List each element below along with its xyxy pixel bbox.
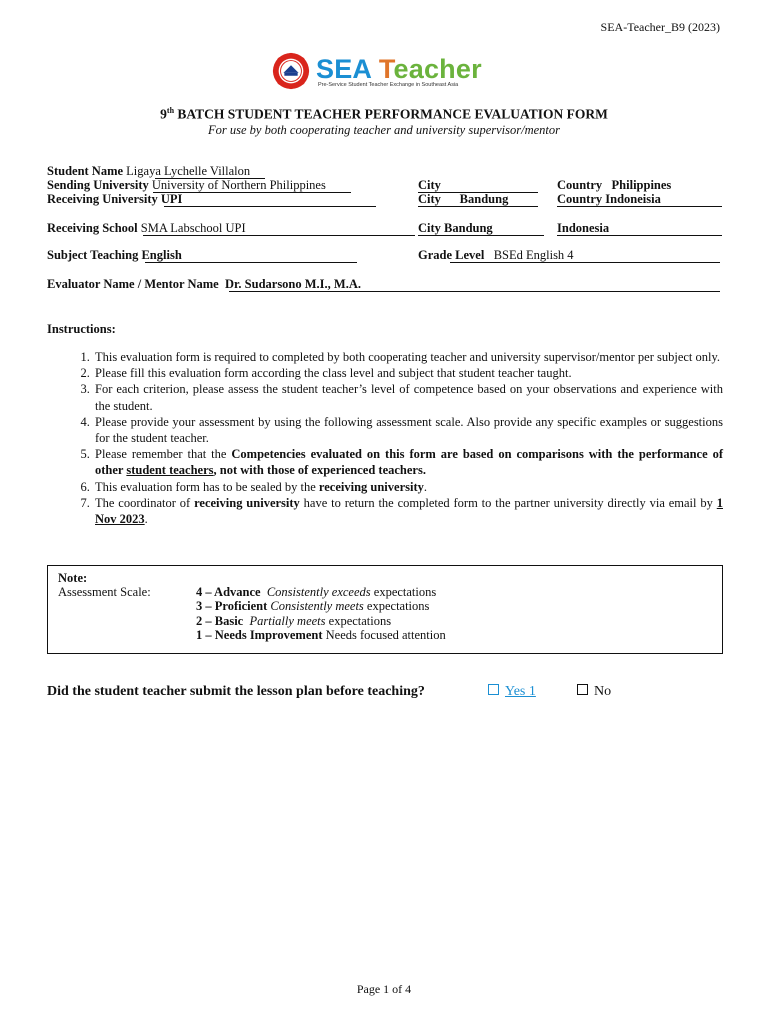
evaluator-row <box>47 277 361 292</box>
subject-teaching-label: Subject Teaching <box>47 248 139 262</box>
subject-teaching-value[interactable]: English <box>141 248 182 262</box>
assessment-scale-note <box>47 565 723 654</box>
city3-line <box>418 235 544 236</box>
scale-level-label: 2 – Basic <box>196 613 244 628</box>
receiving-school-label: Receiving School <box>47 221 138 235</box>
assessment-scale-label: Assessment Scale: <box>58 585 151 599</box>
country2-value[interactable]: Indoneisia <box>605 192 661 206</box>
receiving-university-line <box>164 206 376 207</box>
instruction-7-deadline: 1 Nov 2023 <box>95 495 723 527</box>
country3-value[interactable]: Indonesia <box>557 221 610 235</box>
city-label: City <box>418 178 441 192</box>
logo-wordmark <box>316 55 482 83</box>
instruction-6-bold: receiving university <box>318 479 424 494</box>
country-row <box>557 178 671 193</box>
logo-word-t: T <box>378 53 394 84</box>
scale-level-label: 1 – Needs Improvement <box>196 627 323 642</box>
instruction-item: 3. For each criterion, please assess the student teacher’s level of competence based on your observations and experience with the student. <box>93 381 723 413</box>
form-subtitle: For use by both cooperating teacher and university supervisor/mentor <box>207 123 561 137</box>
scale-level-desc: expectations <box>363 599 430 614</box>
scale-level-label: 4 – Advance <box>196 585 261 599</box>
instruction-5-bold-end: , not with those of experienced teachers. <box>213 463 426 478</box>
receiving-school-row <box>47 221 246 236</box>
no-option-label: No <box>594 684 612 699</box>
sending-university-line <box>153 192 351 193</box>
yes-option[interactable] <box>488 684 536 700</box>
instructions-heading: Instructions: <box>47 322 116 336</box>
sending-university-value[interactable]: University of Northern Philippines <box>151 178 326 192</box>
seameo-seal-icon <box>272 52 310 90</box>
country2-line <box>557 206 722 207</box>
student-name-row <box>47 164 250 179</box>
scale-level-label: 3 – Proficient <box>196 599 268 614</box>
checkbox-icon[interactable] <box>577 684 588 695</box>
instruction-item: 1. This evaluation form is required to completed by both cooperating teacher and university supervisor/mentor per subject only. <box>93 349 723 365</box>
receiving-university-value[interactable]: UPI <box>160 192 183 206</box>
instruction-5-underlined: student teachers <box>126 463 214 478</box>
country2-row <box>557 192 661 207</box>
grade-level-row <box>418 248 574 263</box>
title-ordinal: 9 <box>160 106 167 122</box>
sending-university-label: Sending University <box>47 178 149 192</box>
document-code: SEA-Teacher_B9 (2023) <box>600 20 720 34</box>
receiving-school-value[interactable]: SMA Labschool UPI <box>140 221 246 235</box>
scale-level-row <box>196 614 446 628</box>
instruction-6-end: . <box>423 479 427 494</box>
instruction-item: 2. Please fill this evaluation form according the class level and subject that student teacher taught. <box>93 365 723 381</box>
city2-row <box>418 192 508 207</box>
instruction-7-text-mid: have to return the completed form to the partner university directly via email by <box>299 495 717 510</box>
country-value[interactable]: Philippines <box>611 178 672 192</box>
scale-level-desc: expectations <box>370 585 437 599</box>
logo-word-eacher: eacher <box>393 53 482 84</box>
assessment-scale-list <box>196 585 446 642</box>
receiving-school-line <box>143 235 415 236</box>
logo-word-sea: SEA <box>316 53 372 84</box>
instruction-5-bold: Competencies evaluated on this form are based on comparisons with the performance of other <box>95 447 723 478</box>
checkbox-icon[interactable] <box>488 684 499 695</box>
form-title <box>0 106 768 123</box>
lesson-plan-question: Did the student teacher submit the lesson plan before teaching? <box>47 684 425 699</box>
country2-label: Country <box>557 192 603 206</box>
grade-level-line <box>450 262 720 263</box>
city2-label: City <box>418 192 441 206</box>
instruction-item <box>93 446 723 478</box>
scale-level-row <box>196 585 446 599</box>
grade-level-value[interactable]: BSEd English 4 <box>493 248 574 262</box>
sea-teacher-logo <box>272 50 482 92</box>
subject-teaching-line <box>145 262 357 263</box>
title-ordinal-suffix: th <box>166 106 175 115</box>
grade-level-label: Grade Level <box>418 248 485 262</box>
instruction-7-text: The coordinator of <box>95 495 195 510</box>
note-label: Note: <box>58 571 88 585</box>
instruction-item: 4. Please provide your assessment by using the following assessment scale. Also provide any specific examples or suggestions for the student teacher. <box>93 414 723 446</box>
instruction-5-text: Please remember that the <box>95 447 232 462</box>
city2-value[interactable]: Bandung <box>459 192 509 206</box>
scale-level-emphasis: Consistently meets <box>270 599 364 614</box>
scale-level-desc: Needs focused attention <box>325 627 446 642</box>
instruction-item <box>93 495 723 527</box>
scale-level-emphasis: Consistently exceeds <box>266 585 371 599</box>
title-text: BATCH STUDENT TEACHER PERFORMANCE EVALUATION FORM <box>174 106 608 122</box>
country3-line <box>557 235 722 236</box>
student-name-value[interactable]: Ligaya Lychelle Villalon <box>126 164 251 178</box>
subject-teaching-row <box>47 248 182 263</box>
instruction-7-end: . <box>144 512 148 527</box>
sending-university-row <box>47 178 326 193</box>
no-option[interactable] <box>577 684 611 700</box>
logo-tagline: Pre-Service Student Teacher Exchange in Southeast Asia <box>318 81 459 88</box>
evaluator-value[interactable]: Dr. Sudarsono M.I., M.A. <box>224 277 361 291</box>
yes-option-label: Yes 1 <box>505 684 536 699</box>
scale-level-row <box>196 628 446 642</box>
city3-value[interactable]: City Bandung <box>418 221 493 235</box>
evaluator-label: Evaluator Name / Mentor Name <box>47 277 219 291</box>
page-number: Page 1 of 4 <box>356 982 412 996</box>
instruction-7-bold: receiving university <box>194 495 300 510</box>
country-label: Country <box>557 178 603 192</box>
city2-line <box>418 206 538 207</box>
scale-level-emphasis: Partially meets <box>249 613 326 628</box>
student-name-label: Student Name <box>47 164 124 178</box>
instruction-6-text: This evaluation form has to be sealed by the <box>95 479 319 494</box>
instructions-list <box>47 349 723 527</box>
instruction-item <box>93 479 723 495</box>
receiving-university-label: Receiving University <box>47 192 158 206</box>
evaluator-line <box>229 291 720 292</box>
scale-level-row <box>196 599 446 613</box>
receiving-university-row <box>47 192 182 207</box>
scale-level-desc: expectations <box>325 613 392 628</box>
